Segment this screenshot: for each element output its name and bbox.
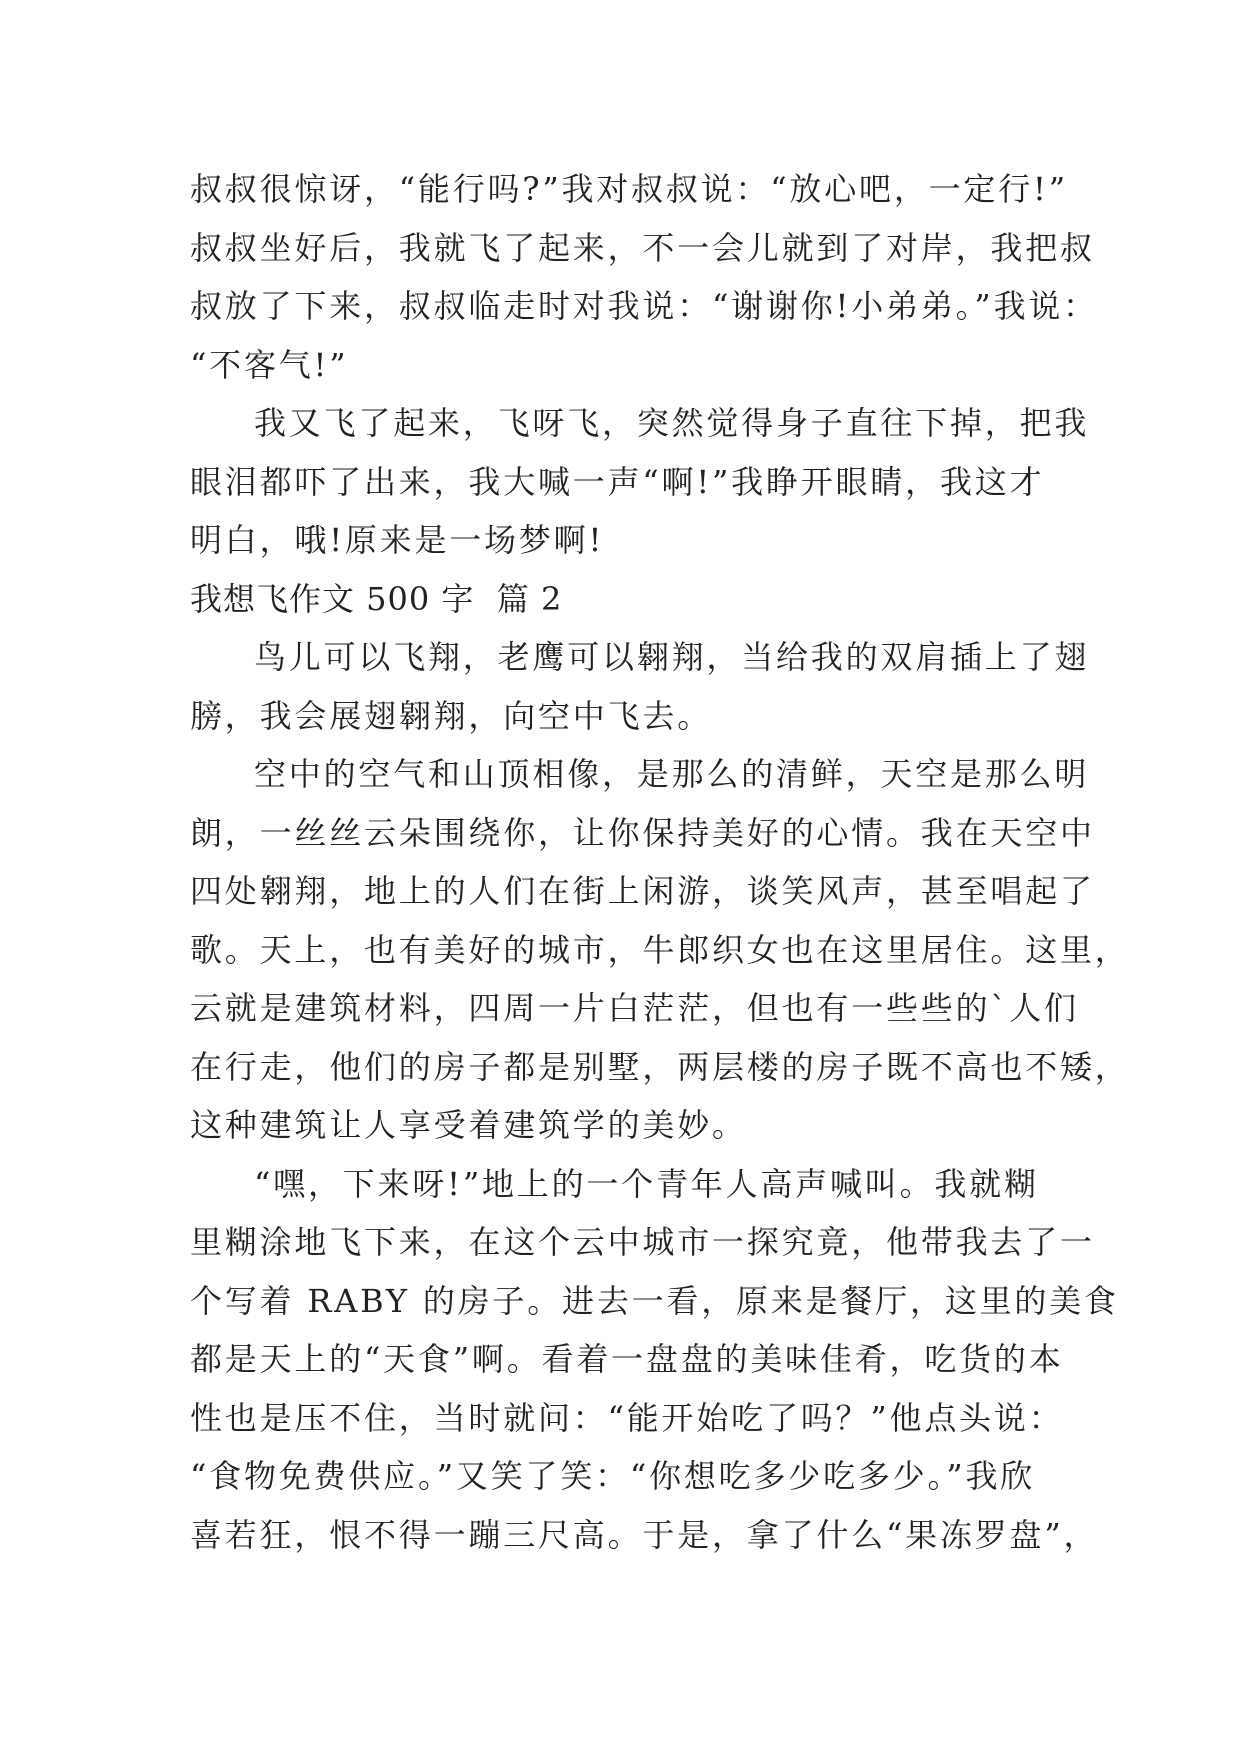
- text-line: 叔叔很惊讶，“能行吗?”我对叔叔说：“放心吧，一定行!”: [190, 170, 1068, 208]
- text-line: 空中的空气和山顶相像，是那么的清鲜，天空是那么明: [254, 755, 1090, 793]
- text-line: 鸟儿可以飞翔，老鹰可以翱翔，当给我的双肩插上了翅: [254, 638, 1090, 676]
- text-line: 里糊涂地飞下来，在这个云中城市一探究竟，他带我去了一: [190, 1223, 1095, 1261]
- text-line: 个写着 RABY 的房子。进去一看，原来是餐厅，这里的美食: [190, 1281, 1119, 1320]
- text-line: 叔叔坐好后，我就飞了起来，不一会儿就到了对岸，我把叔: [190, 228, 1095, 267]
- text-line: 叔放了下来，叔叔临走时对我说：“谢谢你!小弟弟。”我说：: [190, 287, 1098, 325]
- text-line: 这种建筑让人享受着建筑学的美妙。: [190, 1106, 747, 1144]
- text-line: 性也是压不住，当时就问：“能开始吃了吗？”他点头说：: [190, 1398, 1064, 1437]
- text-line: 膀，我会展翅翱翔，向空中飞去。: [190, 696, 713, 735]
- text-line: 我又飞了起来，飞呀飞，突然觉得身子直往下掉，把我: [254, 404, 1090, 442]
- text-line: 喜若狂，恨不得一蹦三尺高。于是，拿了什么“果冻罗盘”，: [190, 1515, 1099, 1554]
- text-line: 都是天上的“天食”啊。看着一盘盘的美味佳肴，吃货的本: [190, 1340, 1064, 1378]
- text-line: “食物免费供应。”又笑了笑：“你想吃多少吃多少。”我欣: [190, 1457, 1036, 1495]
- text-line: 眼泪都吓了出来，我大喊一声“啊!”我睁开眼睛，我这才: [190, 462, 1045, 501]
- text-line: 朗，一丝丝云朵围绕你，让你保持美好的心情。我在天空中: [190, 813, 1095, 852]
- section-heading: 我想飞作文 500 字 篇 2: [190, 579, 563, 618]
- text-line: “不客气!”: [190, 345, 349, 384]
- text-line: “嘿，下来呀!”地上的一个青年人高声喊叫。我就糊: [254, 1164, 1039, 1203]
- text-line: 明白，哦!原来是一场梦啊!: [190, 521, 605, 559]
- document-body: [190, 160, 1130, 1564]
- text-line: 四处翱翔，地上的人们在街上闲游，谈笑风声，甚至唱起了: [190, 872, 1095, 910]
- text-line: 歌。天上，也有美好的城市，牛郎织女也在这里居住。这里，: [190, 930, 1130, 969]
- text-line: 云就是建筑材料，四周一片白茫茫，但也有一些些的`人们: [190, 989, 1079, 1027]
- text-line: 在行走，他们的房子都是别墅，两层楼的房子既不高也不矮，: [190, 1047, 1130, 1086]
